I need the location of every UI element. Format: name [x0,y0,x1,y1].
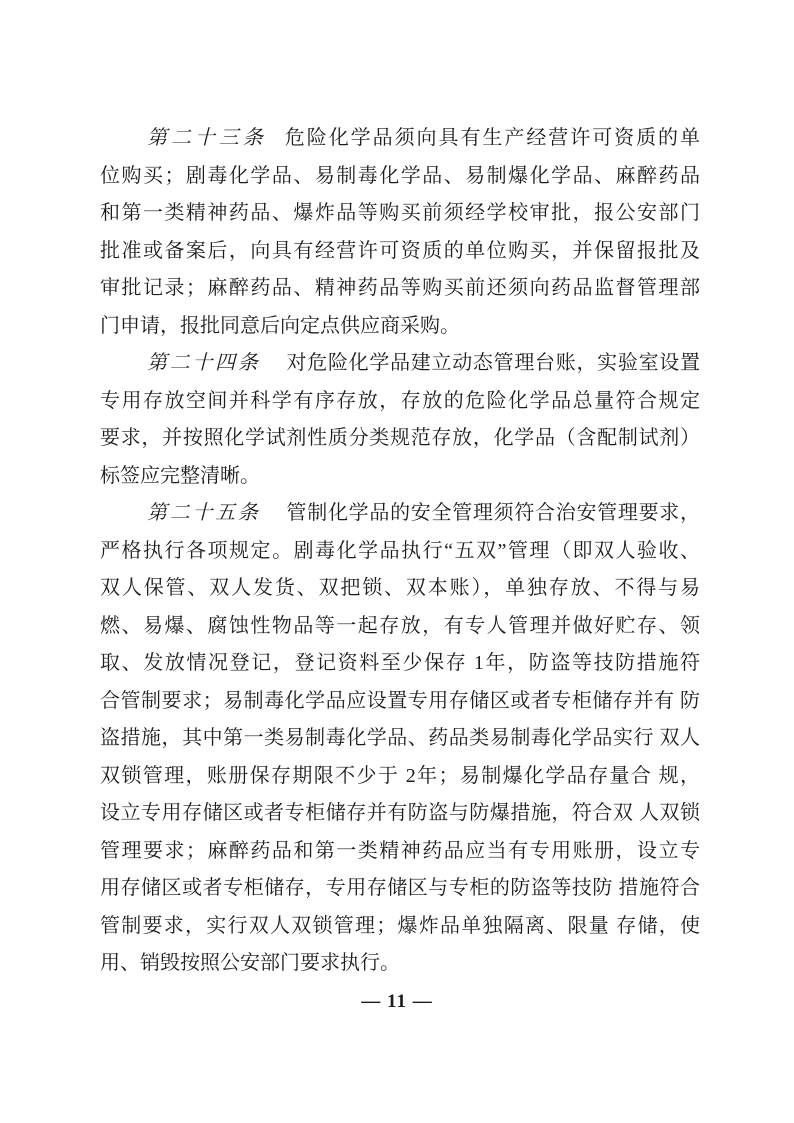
article-25-line: 燃、易爆、腐蚀性物品等一起存放，有专人管理并做好贮存、领 [100,614,700,637]
article-23 [100,120,700,345]
article-23-number: 第二十三条 [147,127,267,149]
article-25-line: 管制要求，实行双人双锁管理；爆炸品单独隔离、限量 存储，使 [100,914,700,937]
article-25-line: 管理要求；麻醉药品和第一类精神药品应当有专用账册，设立专 [100,839,700,862]
article-23-line: 门申请，报批同意后向定点供应商采购。 [100,314,460,337]
article-25-text: 管制化学品的安全管理须符合治安管理要求， [286,502,700,524]
article-25-line: 取、发放情况登记，登记资料至少保存 1年，防盗等技防措施符 [100,652,700,674]
article-25-line: 用存储区或者专柜储存，专用存储区与专柜的防盗等技防 措施符合 [100,877,700,899]
article-25-line: 用、销毁按照公安部门要求执行。 [100,952,400,974]
article-25-line [100,495,700,533]
article-25-number: 第二十五条 [147,502,261,524]
article-24-number: 第二十四条 [147,352,261,374]
article-25-line: 严格执行各项规定。剧毒化学品执行“五双”管理（即双人验收、 [100,539,700,562]
page-number: — 11 — [361,991,433,1012]
article-23-line: 审批记录；麻醉药品、精神药品等购买前还须向药品监督管理部 [100,277,700,299]
article-23-line: 和第一类精神药品、爆炸品等购买前须经学校审批，报公安部门 [100,202,700,224]
article-25-line: 合管制要求；易制毒化学品应设置专用存储区或者专柜储存并有 防 [100,689,700,712]
article-24-line: 专用存放空间并科学有序存放，存放的危险化学品总量符合规定 [100,389,700,412]
article-23-text: 危险化学品须向具有生产经营许可资质的单 [284,127,700,149]
article-23-line: 位购买；剧毒化学品、易制毒化学品、易制爆化学品、麻醉药品 [100,164,700,187]
article-24-line: 标签应完整清晰。 [100,464,260,487]
article-25-line: 盗措施，其中第一类易制毒化学品、药品类易制毒化学品实行 双人 [100,727,700,749]
article-24-text: 对危险化学品建立动态管理台账，实验室设置 [286,352,700,374]
article-23-line [100,120,700,158]
article-24-line [100,345,700,383]
article-23-line: 批准或备案后，向具有经营许可资质的单位购买，并保留报批及 [100,239,700,262]
article-25-line: 双锁管理，账册保存期限不少于 2年；易制爆化学品存量合 规， [100,764,700,787]
article-24-line: 要求，并按照化学试剂性质分类规范存放，化学品（含配制试剂） [100,427,700,449]
article-25-line: 设立专用存储区或者专柜储存并有防盗与防爆措施，符合双 人双锁 [100,802,700,824]
document-body [100,120,700,983]
article-25 [100,495,700,983]
article-24 [100,345,700,495]
article-25-line: 双人保管、双人发货、双把锁、双本账），单独存放、不得与易 [100,577,700,599]
